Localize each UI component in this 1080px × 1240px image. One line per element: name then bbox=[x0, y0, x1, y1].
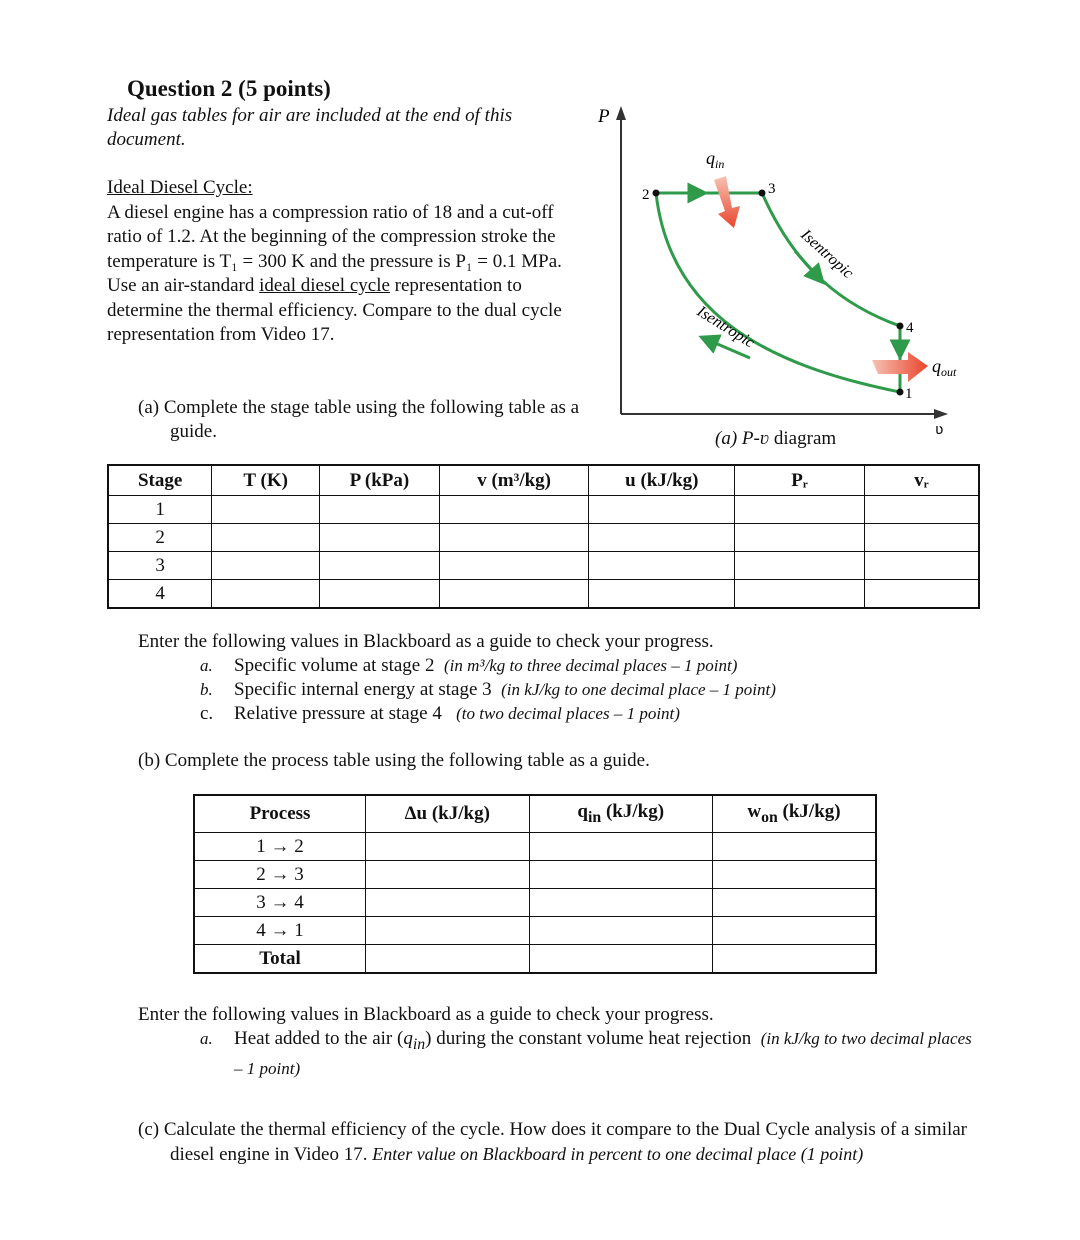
part-c-instruction bbox=[138, 1118, 1000, 1167]
table-row bbox=[194, 889, 876, 917]
relative-pressure-header: Pᵣ bbox=[735, 465, 865, 496]
q-in-header: $q_{in}$ (kJ/kg) bbox=[529, 795, 712, 833]
heat-out-label: $q_{out}$ bbox=[932, 356, 957, 379]
check-b-list bbox=[138, 1027, 978, 1081]
p-axis-arrow-icon bbox=[616, 106, 626, 120]
process-cell: 2 → 3 bbox=[194, 861, 366, 889]
table-cell[interactable] bbox=[212, 524, 320, 552]
table-cell[interactable] bbox=[320, 524, 440, 552]
table-cell[interactable] bbox=[320, 580, 440, 609]
table-cell[interactable] bbox=[735, 552, 865, 580]
stage-table bbox=[107, 464, 980, 609]
table-cell[interactable] bbox=[735, 496, 865, 524]
w-on-header: $w_{on}$ (kJ/kg) bbox=[712, 795, 876, 833]
part-c-note: Enter value on Blackboard in percent to one decimal place (1 point) bbox=[372, 1144, 864, 1164]
table-row bbox=[108, 580, 979, 609]
check-a-intro: Enter the following values in Blackboard as a guide to check your progress. bbox=[138, 631, 714, 652]
heat-in-label: $q_{in}$ bbox=[706, 148, 725, 171]
table-cell[interactable] bbox=[589, 580, 735, 609]
process-cell: 3 → 4 bbox=[194, 889, 366, 917]
problem-body-1: A diesel engine has a compression ratio of 18 and a cut-off ratio of 1.2. At the beginning of the compression stroke the temperature is T₁ = 300 K and the pressure is P₁ = 0.1 MPa. Use an air-standard bbox=[107, 201, 562, 296]
isentropic-label-lower: Isentropic bbox=[693, 302, 758, 352]
table-cell[interactable] bbox=[320, 496, 440, 524]
part-a-label: (a) bbox=[138, 397, 160, 418]
isentropic-label-upper: Isentropic bbox=[797, 226, 857, 282]
table-cell[interactable] bbox=[864, 552, 979, 580]
table-cell[interactable] bbox=[212, 580, 320, 609]
part-a-text: Complete the stage table using the following table as a guide. bbox=[163, 397, 580, 442]
process-table bbox=[193, 794, 877, 974]
table-cell[interactable] bbox=[864, 580, 979, 609]
table-cell[interactable] bbox=[320, 552, 440, 580]
check-a-list bbox=[138, 654, 938, 726]
table-cell[interactable] bbox=[735, 580, 865, 609]
table-row bbox=[194, 833, 876, 861]
part-c-text: Calculate the thermal efficiency of the cycle. How does it compare to the Dual Cycle analysis of a similar diesel engine in Video 17. bbox=[163, 1119, 968, 1165]
state-point-2 bbox=[653, 190, 660, 197]
process-cell: 1 → 2 bbox=[194, 833, 366, 861]
list-item: a. Heat added to the air $(q_{in})$ during the constant volume heat rejection (in kJ/kg to two decimal places – 1 point) bbox=[200, 1028, 972, 1078]
process-3-4-arrow bbox=[795, 251, 818, 277]
part-b-instruction: (b) Complete the process table using the following table as a guide. bbox=[138, 750, 650, 771]
table-cell[interactable] bbox=[529, 917, 712, 945]
temperature-header: T (K) bbox=[212, 465, 320, 496]
pressure-header: P (kPa) bbox=[320, 465, 440, 496]
table-cell[interactable] bbox=[712, 833, 876, 861]
check-b-intro: Enter the following values in Blackboard as a guide to check your progress. bbox=[138, 1004, 714, 1025]
table-cell[interactable] bbox=[529, 833, 712, 861]
table-cell[interactable] bbox=[366, 833, 530, 861]
table-cell[interactable] bbox=[366, 917, 530, 945]
table-cell[interactable] bbox=[712, 889, 876, 917]
state-label-2: 2 bbox=[642, 187, 650, 203]
table-cell[interactable] bbox=[366, 945, 530, 974]
table-cell[interactable] bbox=[712, 861, 876, 889]
table-cell[interactable] bbox=[366, 889, 530, 917]
table-cell[interactable] bbox=[439, 580, 589, 609]
state-point-1 bbox=[897, 389, 904, 396]
v-axis-label: ʋ bbox=[935, 422, 944, 436]
table-cell[interactable] bbox=[864, 496, 979, 524]
table-cell[interactable] bbox=[712, 917, 876, 945]
table-cell[interactable] bbox=[589, 496, 735, 524]
table-row bbox=[194, 945, 876, 974]
table-row bbox=[108, 552, 979, 580]
state-label-4: 4 bbox=[906, 320, 914, 336]
problem-body-link: ideal diesel cycle bbox=[259, 275, 390, 296]
internal-energy-header: u (kJ/kg) bbox=[589, 465, 735, 496]
total-cell: Total bbox=[194, 945, 366, 974]
process-cell: 4 → 1 bbox=[194, 917, 366, 945]
heat-in-arrow-icon bbox=[714, 176, 740, 228]
list-item: c. Relative pressure at stage 4 (to two decimal places – 1 point) bbox=[200, 703, 680, 724]
v-axis-arrow-icon bbox=[934, 409, 948, 419]
specific-volume-header: v (m³/kg) bbox=[439, 465, 589, 496]
process-header: Process bbox=[194, 795, 366, 833]
part-a-instruction bbox=[138, 396, 610, 444]
table-cell[interactable] bbox=[529, 945, 712, 974]
table-cell[interactable] bbox=[589, 524, 735, 552]
part-c-label: (c) bbox=[138, 1119, 160, 1140]
table-cell[interactable] bbox=[712, 945, 876, 974]
list-item: a. Specific volume at stage 2 (in m³/kg to three decimal places – 1 point) bbox=[200, 655, 738, 676]
state-label-3: 3 bbox=[768, 181, 776, 197]
table-cell[interactable] bbox=[439, 524, 589, 552]
p-axis-label: P bbox=[598, 106, 610, 127]
table-cell[interactable] bbox=[212, 496, 320, 524]
table-cell[interactable] bbox=[735, 524, 865, 552]
state-label-1: 1 bbox=[905, 386, 913, 402]
table-cell[interactable] bbox=[589, 552, 735, 580]
pv-diagram bbox=[590, 96, 980, 436]
stage-cell: 1 bbox=[108, 496, 212, 524]
problem-body-2: representation to determine the thermal efficiency. Compare to the dual cycle representation from Video 17. bbox=[107, 275, 562, 345]
table-row bbox=[108, 524, 979, 552]
table-cell[interactable] bbox=[439, 496, 589, 524]
table-cell[interactable] bbox=[529, 889, 712, 917]
stage-header: Stage bbox=[108, 465, 212, 496]
table-row bbox=[194, 917, 876, 945]
question-intro: Ideal gas tables for air are included at the end of this document. bbox=[107, 105, 513, 150]
diagram-caption: (a) P-ʋ diagram bbox=[715, 428, 837, 449]
state-point-4 bbox=[897, 323, 904, 330]
table-cell[interactable] bbox=[439, 552, 589, 580]
check-b-block bbox=[138, 1003, 978, 1081]
stage-cell: 3 bbox=[108, 552, 212, 580]
stage-cell: 4 bbox=[108, 580, 212, 609]
table-cell[interactable] bbox=[529, 861, 712, 889]
delta-u-header: Δu (kJ/kg) bbox=[366, 795, 530, 833]
problem-heading: Ideal Diesel Cycle: bbox=[107, 177, 253, 198]
table-row bbox=[108, 496, 979, 524]
table-cell[interactable] bbox=[366, 861, 530, 889]
list-item: b. Specific internal energy at stage 3 (in kJ/kg to one decimal place – 1 point) bbox=[200, 679, 776, 700]
table-cell[interactable] bbox=[864, 524, 979, 552]
check-a-block bbox=[138, 630, 938, 726]
relative-volume-header: vᵣ bbox=[864, 465, 979, 496]
table-cell[interactable] bbox=[212, 552, 320, 580]
table-row bbox=[194, 861, 876, 889]
stage-cell: 2 bbox=[108, 524, 212, 552]
state-point-3 bbox=[759, 190, 766, 197]
problem-statement bbox=[107, 176, 593, 348]
question-title: Question 2 (5 points) bbox=[127, 76, 331, 101]
